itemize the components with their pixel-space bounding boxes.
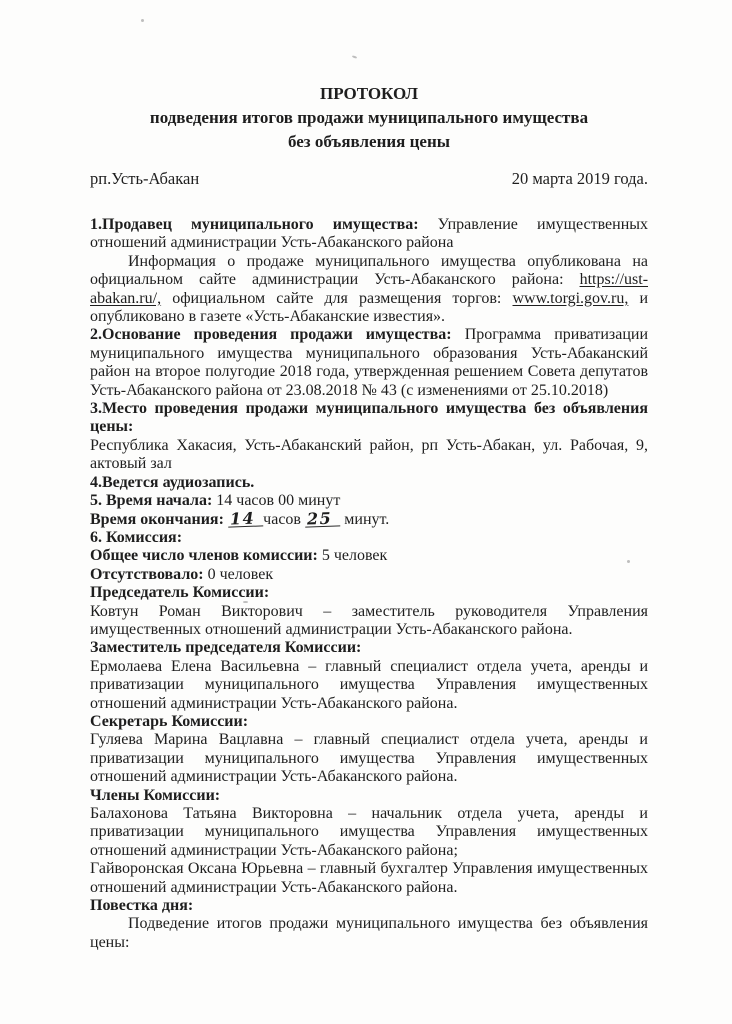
venue-value: Республика Хакасия, Усть-Абаканский район, рп Усть-Абакан, ул. Рабочая, 9, актовый зал bbox=[90, 436, 648, 473]
member-paragraph bbox=[90, 805, 648, 860]
publication-text-3: и опубликовано в газете «Усть-Абаканские известия». bbox=[90, 289, 649, 326]
seller-paragraph bbox=[90, 216, 648, 253]
deputy-paragraph bbox=[90, 658, 648, 713]
seller-value: Управление имущественных отношений администрации Усть-Абаканского района bbox=[90, 216, 649, 252]
chairman-value: Ковтун Роман Викторович – заместитель руководителя Управления имущественных отношений администрации Усть-Абаканского района. bbox=[90, 602, 648, 638]
link-torgi-gov[interactable]: www.torgi.gov.ru, bbox=[512, 289, 629, 307]
member-value-1: Балахонова Татьяна Викторовна – начальник отдела учета, аренды и приватизации муниципального имущества Управления имущественных отношений администрации Усть-Абаканского района; bbox=[90, 805, 648, 859]
time-start-value: 14 часов 00 минут bbox=[216, 492, 341, 510]
title-line-3: без объявления цены bbox=[287, 132, 451, 151]
venue-label: 3.Место проведения продажи муниципального имущества без объявления цены: bbox=[90, 400, 648, 436]
deputy-value: Ермолаева Елена Васильевна – главный специалист отдела учета, аренды и приватизации муниципального имущества Управления имущественных отношений администрации Усть-Абаканского района. bbox=[90, 657, 648, 712]
time-end-hours-suffix: часов bbox=[263, 510, 301, 528]
members-heading bbox=[90, 787, 648, 805]
publication-text-1: Информация о продаже муниципального имущества опубликована на официальном сайте администрации Усть-Абаканского района: bbox=[90, 252, 648, 289]
absent-value: 0 человек bbox=[207, 565, 274, 583]
venue-value-paragraph bbox=[90, 437, 648, 474]
time-start-line bbox=[90, 492, 648, 510]
agenda-paragraph bbox=[90, 915, 648, 952]
document-title-block bbox=[90, 0, 648, 154]
seller-label: 1.Продавец муниципального имущества: bbox=[90, 216, 419, 233]
absent-label: Отсутствовало: bbox=[90, 565, 204, 583]
time-end-label: Время окончания: bbox=[90, 510, 224, 528]
secretary-paragraph bbox=[90, 731, 648, 786]
venue-heading bbox=[90, 400, 648, 437]
basis-paragraph bbox=[90, 326, 648, 400]
link-ust-abakan[interactable]: https://ust-abakan.ru/, bbox=[90, 271, 649, 307]
title-line-2: подведения итогов продажи муниципального имущества bbox=[149, 108, 589, 127]
deputy-heading bbox=[90, 639, 648, 657]
document-body bbox=[90, 216, 648, 952]
secretary-value: Гуляева Марина Вацлавна – главный специалист отдела учета, аренды и приватизации муниципального имущества Управления имущественных отношений администрации Усть-Абаканского района. bbox=[90, 731, 648, 786]
member-value-2: Гайворонская Оксана Юрьевна – главный бухгалтер Управления имущественных отношений администрации Усть-Абаканского района. bbox=[90, 860, 648, 896]
audio-line bbox=[90, 474, 648, 492]
chairman-paragraph bbox=[90, 603, 648, 640]
time-start-label: 5. Время начала: bbox=[90, 492, 213, 510]
handwritten-minutes: 25 bbox=[305, 511, 341, 527]
deputy-label: Заместитель председателя Комиссии: bbox=[90, 639, 362, 657]
agenda-heading bbox=[90, 897, 648, 915]
time-end-line bbox=[90, 508, 648, 529]
secretary-heading bbox=[90, 713, 648, 731]
publication-text-2: официальном сайте для размещения торгов: bbox=[172, 289, 502, 307]
audio-label: 4.Ведется аудиозапись. bbox=[90, 473, 255, 491]
chairman-label: Председатель Комиссии: bbox=[90, 584, 270, 602]
agenda-label: Повестка дня: bbox=[90, 897, 194, 915]
secretary-label: Секретарь Комиссии: bbox=[90, 712, 249, 730]
basis-label: 2.Основание проведения продажи имущества: bbox=[90, 326, 452, 344]
basis-value: Программа приватизации муниципального имущества муниципального образования Усть-Абаканский район на второе полугодие 2018 года, утвержденная решением Совета депутатов Усть-Абаканского района от 23.08.2018 № 43 (с изменениями от 25.10.2018) bbox=[90, 326, 649, 399]
total-members-label: Общее число членов комиссии: bbox=[90, 547, 318, 565]
title-line-1: ПРОТОКОЛ bbox=[319, 84, 418, 103]
agenda-value: Подведение итогов продажи муниципального имущества без объявления цены: bbox=[90, 915, 648, 951]
handwritten-hours: 14 bbox=[228, 511, 264, 527]
commission-heading bbox=[90, 529, 648, 547]
place-date-row bbox=[90, 169, 648, 188]
total-members-line bbox=[90, 547, 648, 565]
date-label: 20 марта 2019 года. bbox=[511, 169, 648, 188]
members-label: Члены Комиссии: bbox=[90, 786, 221, 804]
absent-line bbox=[90, 566, 648, 584]
member-paragraph bbox=[90, 860, 648, 897]
document-content bbox=[90, 0, 648, 952]
time-end-minutes-suffix: минут. bbox=[344, 510, 390, 528]
publication-paragraph bbox=[90, 253, 648, 327]
commission-heading-label: 6. Комиссия: bbox=[90, 528, 183, 546]
place-label: рп.Усть-Абакан bbox=[90, 169, 200, 188]
total-members-value: 5 человек bbox=[321, 547, 388, 565]
chairman-heading bbox=[90, 584, 648, 602]
